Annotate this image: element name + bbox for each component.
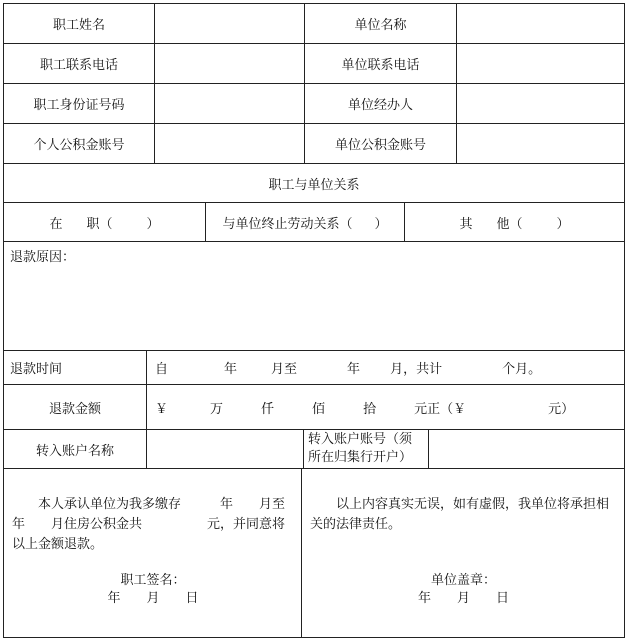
option-other-close: ） bbox=[556, 216, 570, 232]
form-row-phone bbox=[3, 43, 625, 83]
employee-statement: 本人承认单位为我多缴存 年 月至 年 月住房公积金共 元，并同意将以上金额退款。 bbox=[12, 497, 312, 552]
field-transfer-name[interactable] bbox=[147, 430, 304, 468]
amount-yuan-close: 元） bbox=[548, 401, 575, 417]
label-unit-name: 单位名称 bbox=[305, 4, 457, 43]
option-terminated-text: 与单位终止劳动关系（ bbox=[222, 216, 353, 232]
form-row-amount bbox=[3, 384, 625, 429]
option-employed-char1: 在 bbox=[49, 216, 63, 232]
employee-sign-label: 职工签名： bbox=[120, 573, 186, 588]
transfer-account-line2: 所在归集行开户） bbox=[308, 450, 413, 465]
form-row-relation-header bbox=[3, 163, 625, 202]
option-terminated-close: ） bbox=[374, 216, 388, 232]
form-row-id bbox=[3, 83, 625, 123]
field-personal-fund-account[interactable] bbox=[155, 124, 305, 163]
employee-signature-block[interactable] bbox=[4, 572, 302, 608]
form-row-transfer bbox=[3, 429, 625, 468]
unit-declaration bbox=[302, 469, 625, 637]
field-unit-fund-account[interactable] bbox=[457, 124, 625, 163]
form-row-signatures bbox=[3, 468, 625, 638]
label-employee-name: 职工姓名 bbox=[4, 4, 155, 43]
label-transfer-name: 转入账户名称 bbox=[4, 430, 147, 468]
period-months: 个月。 bbox=[502, 362, 542, 377]
option-other-char1: 其 bbox=[459, 216, 473, 232]
field-transfer-account[interactable] bbox=[429, 430, 625, 468]
field-employee-id[interactable] bbox=[155, 84, 305, 123]
field-refund-period[interactable] bbox=[147, 351, 625, 384]
field-unit-handler[interactable] bbox=[457, 84, 625, 123]
option-employed-close: ） bbox=[146, 216, 160, 232]
label-personal-fund-account: 个人公积金账号 bbox=[4, 124, 155, 163]
amount-qian: 仟 bbox=[261, 401, 275, 417]
relation-option-employed[interactable] bbox=[4, 203, 206, 241]
option-employed-char2: 职（ bbox=[86, 216, 113, 232]
unit-seal-block[interactable] bbox=[302, 572, 625, 608]
transfer-account-line1: 转入账户账号（须 bbox=[308, 432, 413, 447]
label-refund-amount: 退款金额 bbox=[4, 385, 147, 429]
field-refund-amount[interactable] bbox=[147, 385, 625, 429]
period-month-to: 月至 bbox=[271, 362, 298, 377]
unit-seal-label: 单位盖章： bbox=[430, 573, 496, 588]
period-month-total: 月，共计 bbox=[390, 362, 443, 377]
field-employee-phone[interactable] bbox=[155, 44, 305, 83]
label-unit-fund-account: 单位公积金账号 bbox=[305, 124, 457, 163]
relation-option-other[interactable] bbox=[405, 203, 625, 241]
refund-application-form bbox=[3, 3, 625, 638]
form-row-reason bbox=[3, 241, 625, 350]
label-unit-handler: 单位经办人 bbox=[305, 84, 457, 123]
form-row-account bbox=[3, 123, 625, 163]
label-employee-phone: 职工联系电话 bbox=[4, 44, 155, 83]
amount-bai: 佰 bbox=[312, 401, 326, 417]
label-refund-period: 退款时间 bbox=[4, 351, 147, 384]
relation-header: 职工与单位关系 bbox=[4, 164, 625, 202]
amount-yen: ￥ bbox=[155, 401, 169, 417]
label-unit-phone: 单位联系电话 bbox=[305, 44, 457, 83]
employee-declaration bbox=[4, 469, 312, 637]
label-employee-id: 职工身份证号码 bbox=[4, 84, 155, 123]
form-row-relation-options bbox=[3, 202, 625, 241]
relation-option-terminated[interactable] bbox=[206, 203, 405, 241]
amount-shi: 拾 bbox=[363, 401, 377, 417]
unit-seal-date: 年 月 日 bbox=[417, 591, 509, 606]
form-row-name bbox=[3, 3, 625, 43]
reason-label: 退款原因： bbox=[10, 250, 76, 265]
employee-sign-date: 年 月 日 bbox=[107, 591, 199, 606]
unit-statement: 以上内容真实无误，如有虚假，我单位将承担相关的法律责任。 bbox=[310, 497, 610, 532]
reason-field[interactable] bbox=[4, 242, 625, 350]
amount-yuanzheng: 元正（￥ bbox=[414, 401, 467, 417]
amount-wan: 万 bbox=[210, 401, 224, 417]
option-other-char2: 他（ bbox=[496, 216, 523, 232]
form-row-period bbox=[3, 350, 625, 384]
field-employee-name[interactable] bbox=[155, 4, 305, 43]
period-from: 自 bbox=[155, 362, 169, 377]
field-unit-phone[interactable] bbox=[457, 44, 625, 83]
label-transfer-account bbox=[304, 430, 429, 468]
period-year2: 年 bbox=[347, 362, 361, 377]
period-year1: 年 bbox=[224, 362, 238, 377]
field-unit-name[interactable] bbox=[457, 4, 625, 43]
